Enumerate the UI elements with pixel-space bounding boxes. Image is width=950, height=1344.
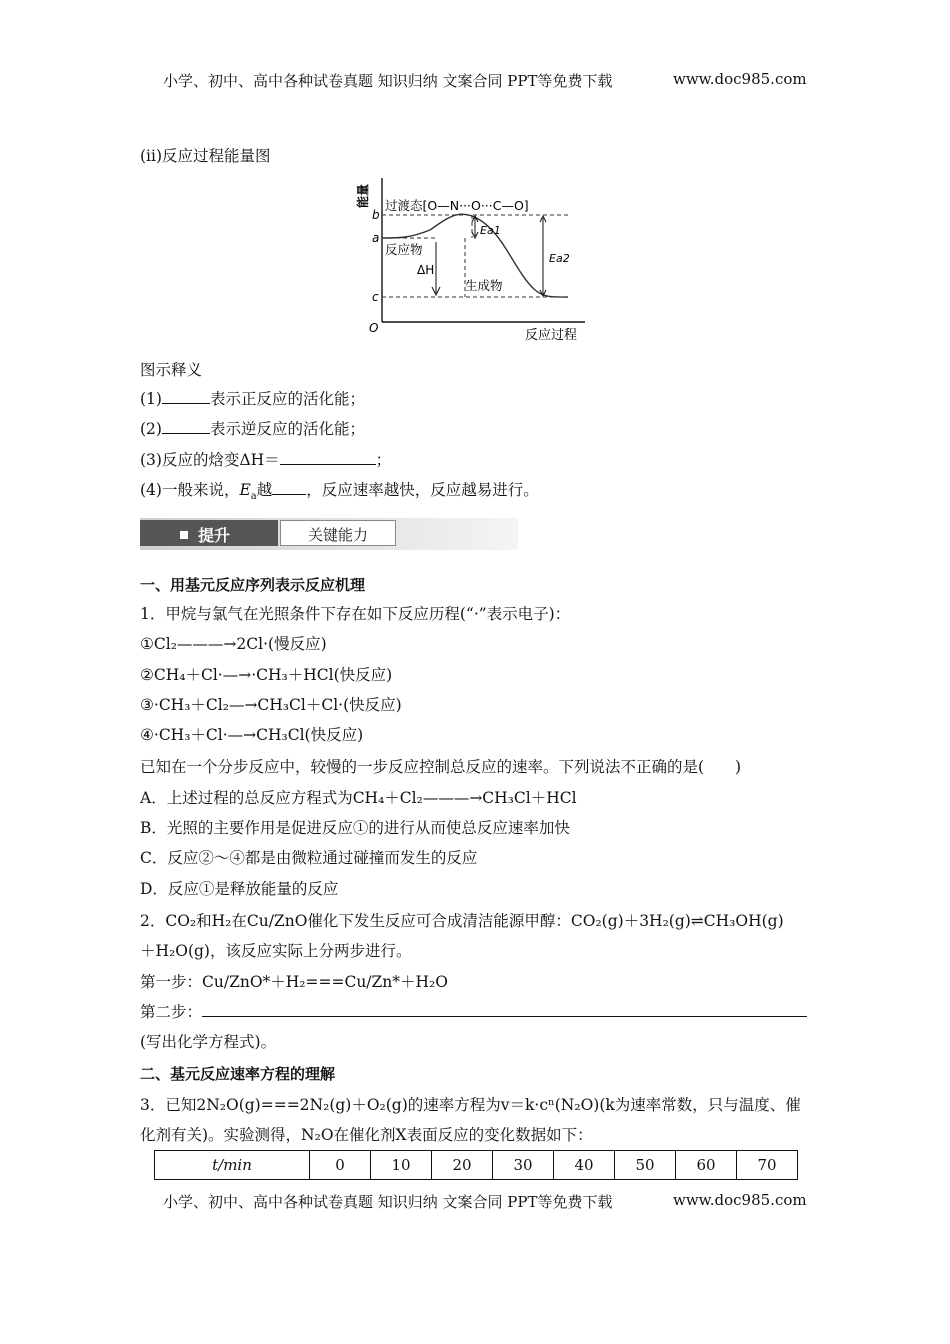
header-text: 小学、初中、高中各种试卷真题 知识归纳 文案合同 PPT等免费下载: [163, 72, 613, 90]
q2-step2: [140, 1000, 807, 1022]
explain-q3: [140, 448, 391, 470]
transition-state-label: 过渡态[O—N···O···C—O]: [385, 198, 529, 213]
reaction-3: ③·CH₃＋Cl₂—→CH₃Cl＋Cl·(快反应): [140, 696, 402, 714]
option-a: A．上述过程的总反应方程式为CH₄＋Cl₂———→CH₃Cl＋HCl: [140, 789, 577, 807]
q4-blank: [272, 480, 306, 495]
q2-step2-note: (写出化学方程式)。: [140, 1033, 277, 1051]
footer-site: www.doc985.com: [673, 1191, 807, 1209]
step2-blank: [202, 1002, 807, 1017]
table-cell: 30: [493, 1151, 554, 1180]
part2-title: 二、基元反应速率方程的理解: [140, 1065, 336, 1083]
origin-label: O: [369, 321, 379, 335]
level-a-label: a: [372, 231, 380, 245]
explain-q1: [140, 387, 365, 409]
x-axis-label: 反应过程: [525, 328, 578, 343]
q2-step1: 第一步：Cu/ZnO*＋H₂===Cu/Zn*＋H₂O: [140, 973, 448, 991]
table-cell: 60: [676, 1151, 737, 1180]
step2-label: 第二步：: [140, 1003, 203, 1021]
banner-square-icon: [180, 531, 188, 539]
q3-end: ；: [375, 451, 392, 469]
q4-ea-sub: a: [250, 491, 257, 503]
banner-left-label: 提升: [198, 526, 231, 545]
y-axis-label: 能量: [356, 183, 370, 208]
ea2-label: Ea2: [549, 252, 570, 265]
product-label: 生成物: [465, 278, 503, 293]
table-cell: 50: [615, 1151, 676, 1180]
option-c: C．反应②～④都是由微粒通过碰撞而发生的反应: [140, 849, 478, 867]
banner-right-box: [280, 520, 396, 546]
q1-stem: 1．甲烷与氯气在光照条件下存在如下反应历程(“·”表示电子)：: [140, 605, 571, 623]
q2-blank: [162, 419, 210, 434]
table-cell: 20: [432, 1151, 493, 1180]
ea1-label: Ea1: [480, 224, 501, 237]
q1-num: (1): [140, 390, 162, 408]
reaction-2: ②CH₄＋Cl·—→·CH₃＋HCl(快反应): [140, 666, 393, 684]
table-cell: 0: [310, 1151, 371, 1180]
section-ii-title: (ⅱ)反应过程能量图: [140, 147, 271, 165]
reactant-label: 反应物: [385, 242, 423, 257]
level-c-label: c: [372, 290, 379, 304]
q3-line2: 化剂有关)。实验测得，N₂O在催化剂X表面反应的变化数据如下：: [140, 1126, 593, 1144]
q2-text: 表示逆反应的活化能；: [209, 420, 365, 438]
q1-ask: 已知在一个分步反应中，较慢的一步反应控制总反应的速率。下列说法不正确的是( ): [140, 758, 742, 776]
table-cell: 10: [371, 1151, 432, 1180]
option-b: B．光照的主要作用是促进反应①的进行从而使总反应速率加快: [140, 819, 570, 837]
q3-text: (3)反应的焓变ΔH＝: [140, 451, 280, 469]
explain-title: 图示释义: [140, 361, 203, 379]
q1-blank: [162, 389, 210, 404]
banner-right-label: 关键能力: [307, 526, 368, 544]
part1-title: 一、用基元反应序列表示反应机理: [140, 576, 366, 594]
q3-line1: 3．已知2N₂O(g)===2N₂(g)＋O₂(g)的速率方程为v＝k·cⁿ(N₂O)(k为速率常数，只与温度、催: [140, 1096, 801, 1114]
table-header-cell: t/min: [155, 1151, 310, 1180]
banner-dark-block: [140, 520, 278, 546]
explain-q4: [140, 478, 539, 502]
section-banner: [140, 518, 518, 550]
table-cell: 40: [554, 1151, 615, 1180]
explain-q2: [140, 417, 365, 439]
option-d: D．反应①是释放能量的反应: [140, 880, 339, 898]
footer-text: 小学、初中、高中各种试卷真题 知识归纳 文案合同 PPT等免费下载: [163, 1193, 613, 1211]
n2o-data-table: [154, 1150, 798, 1180]
reaction-1: ①Cl₂———→2Cl·(慢反应): [140, 635, 327, 653]
q2-num: (2): [140, 420, 162, 438]
q4-mid: 越: [256, 481, 273, 499]
q4-ea: E: [239, 481, 251, 499]
q4-post: ，反应速率越快，反应越易进行。: [306, 481, 539, 499]
level-b-label: b: [372, 208, 380, 222]
header-site: www.doc985.com: [673, 70, 807, 88]
q4-pre: (4)一般来说，: [140, 481, 240, 499]
reaction-4: ④·CH₃＋Cl·—→CH₃Cl(快反应): [140, 726, 364, 744]
energy-diagram: [355, 172, 595, 344]
q3-blank: [280, 450, 376, 465]
delta-h-label: ΔH: [417, 263, 435, 277]
q1-text: 表示正反应的活化能；: [209, 390, 365, 408]
q2-line2: ＋H₂O(g)，该反应实际上分两步进行。: [140, 942, 412, 960]
table-row: [155, 1151, 798, 1180]
table-cell: 70: [737, 1151, 798, 1180]
q2-line1: 2．CO₂和H₂在Cu/ZnO催化下发生反应可合成清洁能源甲醇：CO₂(g)＋3H₂(g)⇌CH₃OH(g): [140, 912, 784, 930]
